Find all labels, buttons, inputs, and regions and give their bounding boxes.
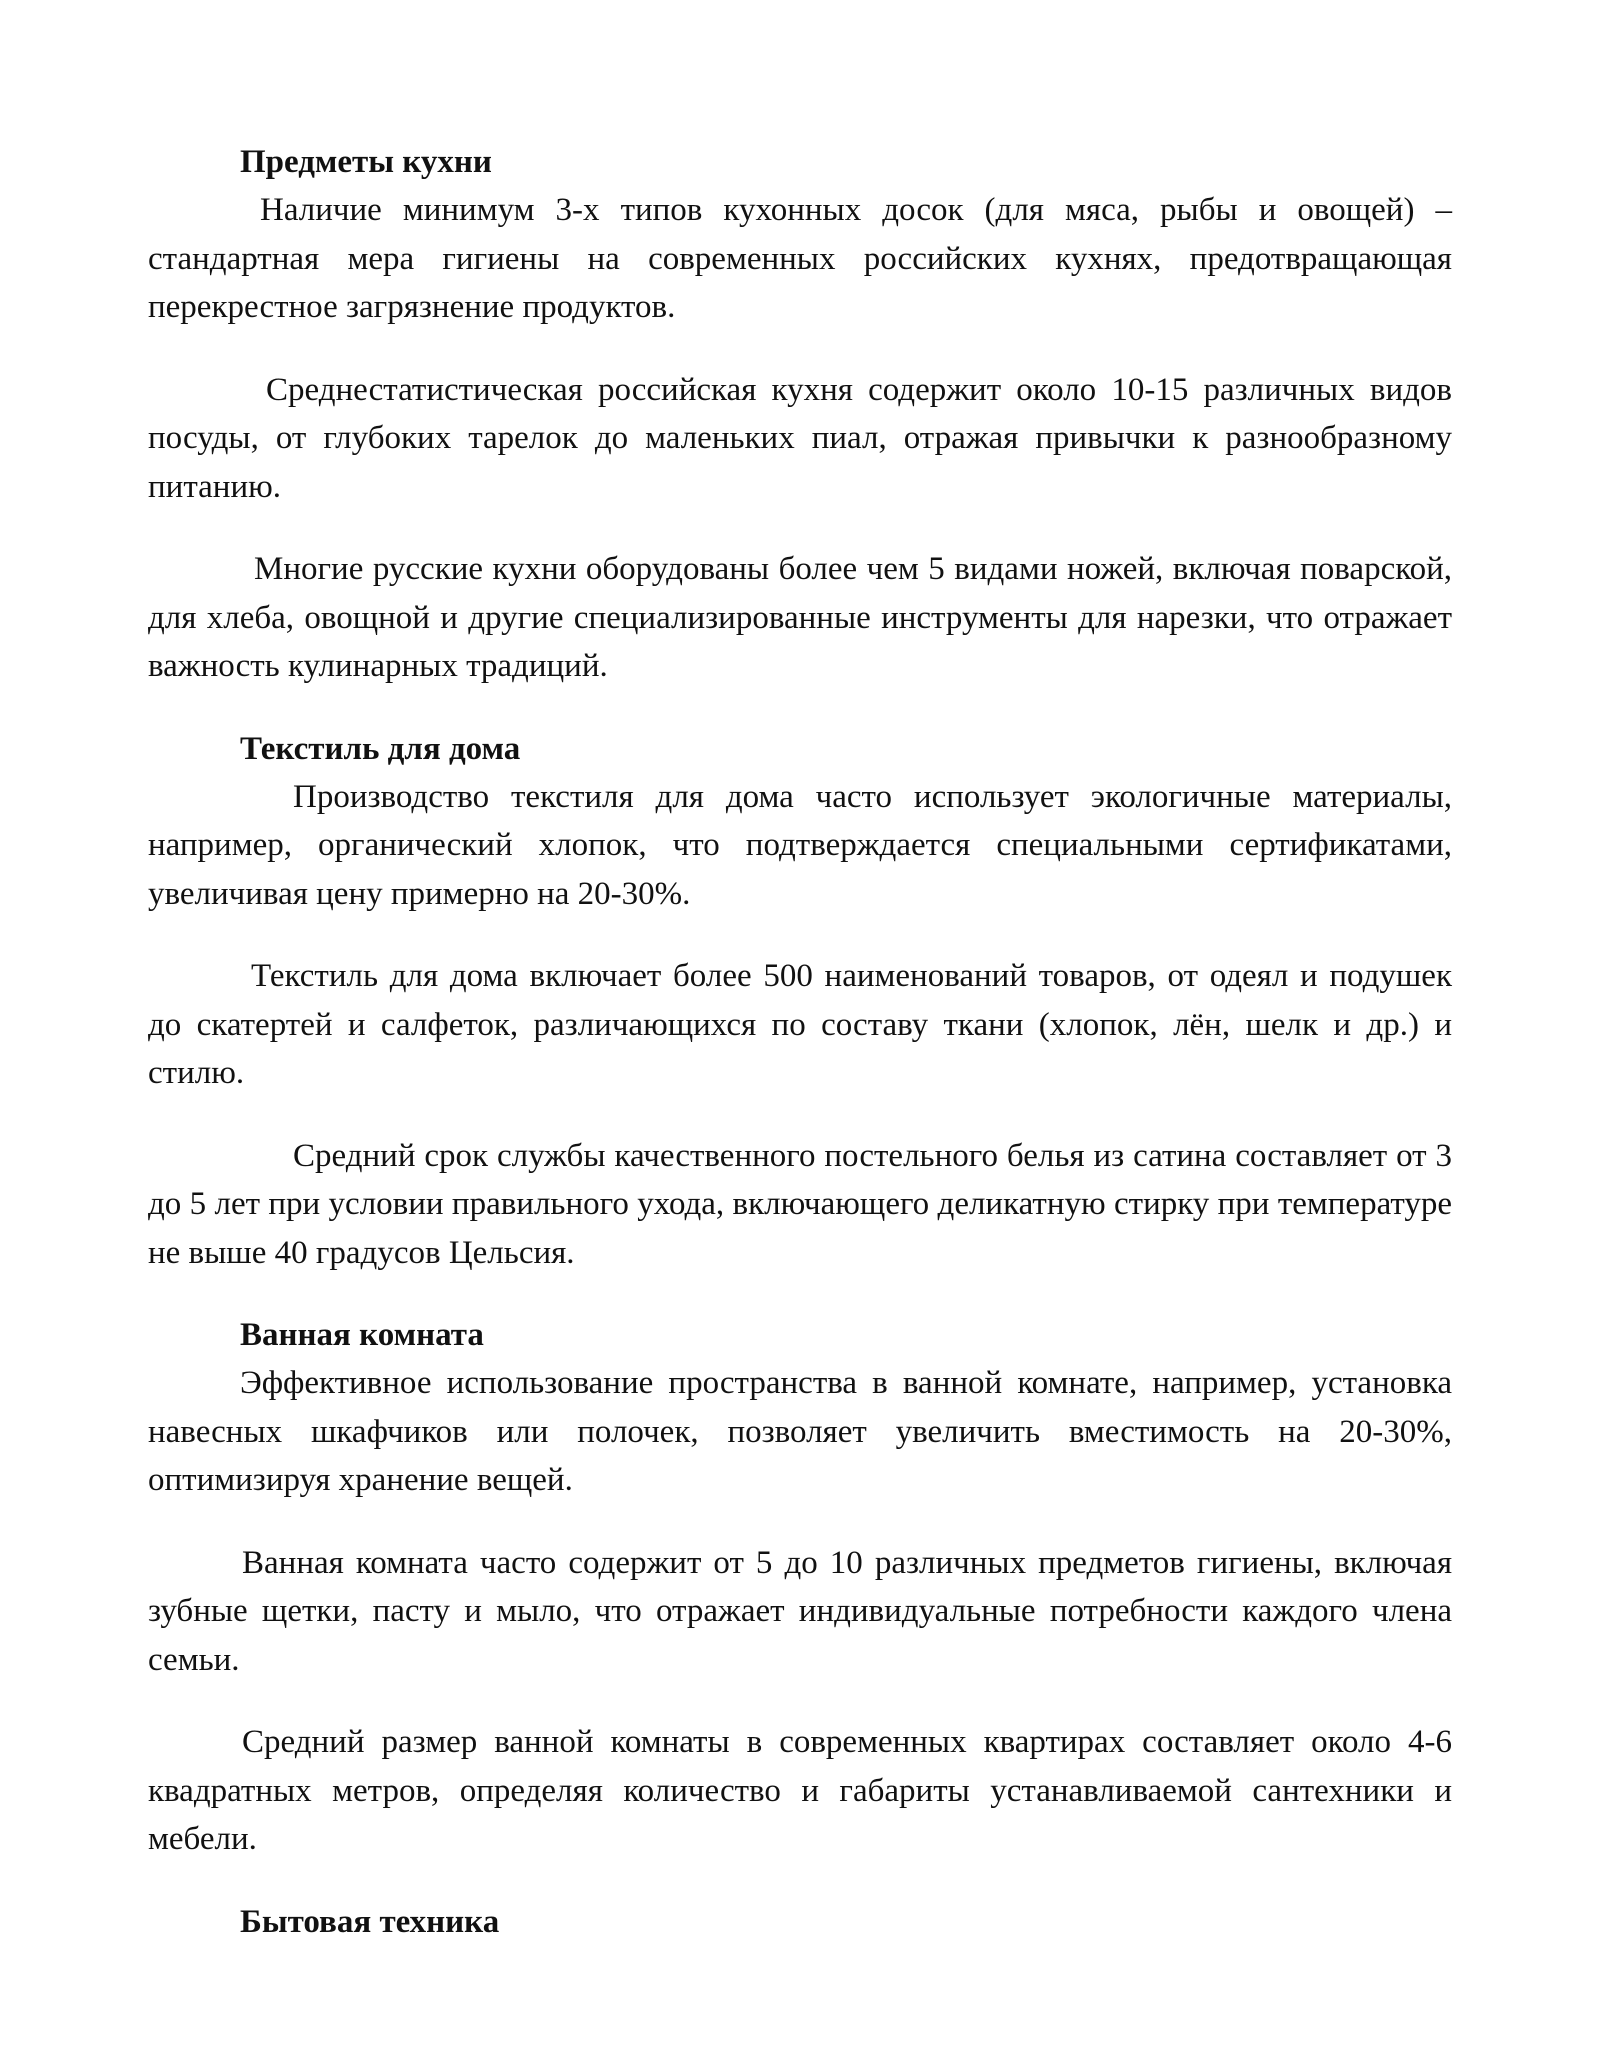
section-kitchen-items — [148, 138, 1452, 691]
section-bathroom — [148, 1311, 1452, 1864]
paragraph: Производство текстиля для дома часто использует экологичные материалы, например, органический хлопок, что подтверждается специальными сертификатами, увеличивая цену примерно на 20-30%. — [148, 778, 1452, 912]
section-heading: Ванная комната — [240, 1317, 484, 1353]
section-appliances — [148, 1898, 1452, 1946]
section-home-textile — [148, 725, 1452, 1278]
document-page — [148, 138, 1452, 1946]
paragraph: Эффективное использование пространства в ванной комнате, например, установка навесных шкафчиков или полочек, позволяет увеличить вместимость на 20-30%, оптимизируя хранение вещей. — [148, 1365, 1452, 1498]
section-heading: Предметы кухни — [240, 144, 492, 180]
paragraph: Средний размер ванной комнаты в современных квартирах составляет около 4-6 квадратных метров, определяя количество и габариты устанавливаемой сантехники и мебели. — [148, 1724, 1452, 1857]
paragraph: Наличие минимум 3-х типов кухонных досок (для мяса, рыбы и овощей) – стандартная мера гигиены на современных российских кухнях, предотвращающая перекрестное загрязнение продуктов. — [148, 192, 1452, 325]
section-heading: Бытовая техника — [240, 1903, 500, 1940]
paragraph: Текстиль для дома включает более 500 наименований товаров, от одеял и подушек до скатертей и салфеток, различающихся по составу ткани (хлопок, лён, шелк и др.) и стилю. — [148, 958, 1452, 1091]
paragraph: Среднестатистическая российская кухня содержит около 10-15 различных видов посуды, от глубоких тарелок до маленьких пиал, отражая привычки к разнообразному питанию. — [148, 371, 1452, 505]
paragraph: Средний срок службы качественного постельного белья из сатина составляет от 3 до 5 лет при условии правильного ухода, включающего деликатную стирку при температуре не выше 40 градусов Цельсия. — [148, 1137, 1452, 1271]
paragraph: Многие русские кухни оборудованы более чем 5 видами ножей, включая поварской, для хлеба, овощной и другие специализированные инструменты для нарезки, что отражает важность кулинарных традиций. — [148, 551, 1452, 684]
section-heading: Текстиль для дома — [240, 730, 521, 767]
paragraph: Ванная комната часто содержит от 5 до 10 различных предметов гигиены, включая зубные щетки, пасту и мыло, что отражает индивидуальные потребности каждого члена семьи. — [148, 1544, 1452, 1678]
